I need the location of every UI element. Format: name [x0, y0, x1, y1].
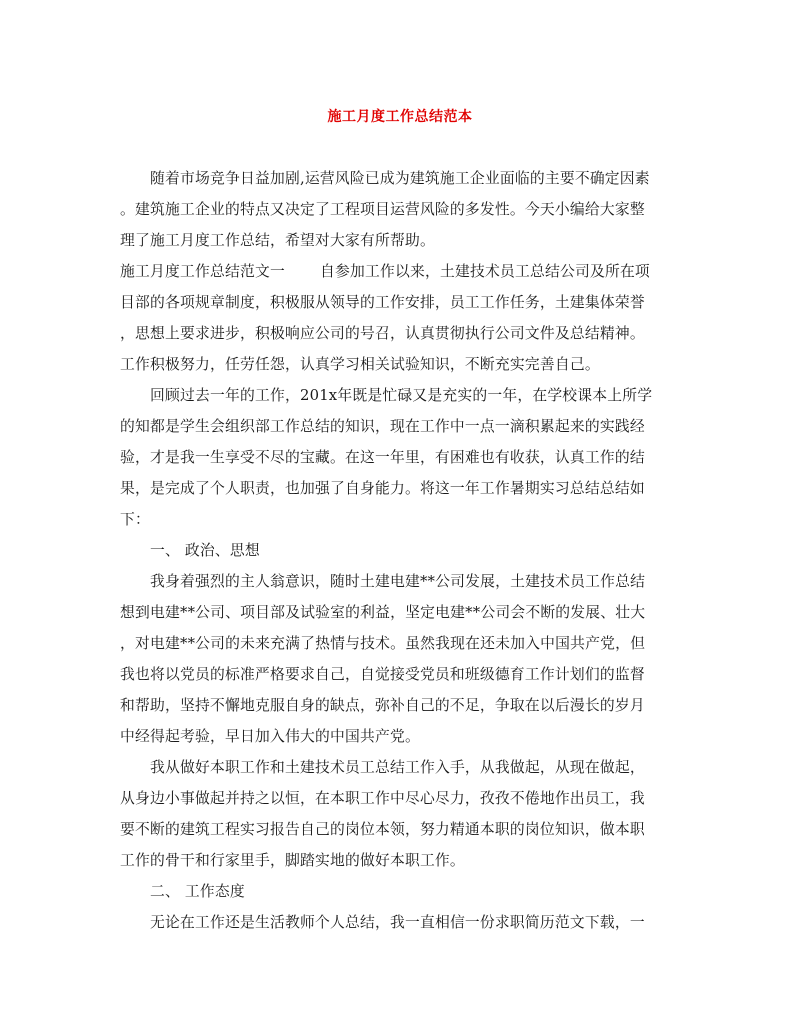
section-one-p2-line-2: 从身边小事做起并持之以恒，在本职工作中尽心尽力，孜孜不倦地作出员工，我: [120, 790, 645, 807]
section-two-p1-line-1: 无论在工作还是生活教师个人总结，我一直相信一份求职简历范文下载，一: [150, 914, 645, 931]
sample-one-line-4: 工作积极努力，任劳任怨，认真学习相关试验知识，不断充实完善自己。: [120, 356, 600, 373]
section-one-p1-line-6: 中经得起考验，早日加入伟大的中国共产党。: [120, 728, 420, 745]
section-one-p1-line-4: 我也将以党员的标准严格要求自己，自觉接受党员和班级德育工作计划们的监督: [120, 666, 645, 683]
section-one-p1-line-5: 和帮助，坚持不懈地克服自身的缺点，弥补自己的不足，争取在以后漫长的岁月: [120, 697, 645, 714]
intro-line-2: 。建筑施工企业的特点又决定了工程项目运营风险的多发性。今天小编给大家整: [120, 201, 645, 218]
review-line-1: 回顾过去一年的工作，201x年既是忙碌又是充实的一年，在学校课本上所学: [150, 387, 653, 404]
review-line-2: 的知都是学生会组织部工作总结的知识，现在工作中一点一滴积累起来的实践经: [120, 418, 645, 435]
sample-one-line-3: ，思想上要求进步，积极响应公司的号召，认真贯彻执行公司文件及总结精神。: [120, 325, 645, 342]
section-two-heading: 二、 工作态度: [150, 883, 245, 900]
section-one-p2-line-3: 要不断的建筑工程实习报告自己的岗位本领，努力精通本职的岗位知识，做本职: [120, 821, 645, 838]
section-one-p2-line-4: 工作的骨干和行家里手，脚踏实地的做好本职工作。: [120, 852, 465, 869]
intro-line-3: 理了施工月度工作总结，希望对大家有所帮助。: [120, 232, 435, 249]
review-line-3: 验，才是我一生享受不尽的宝藏。在这一年里，有困难也有收获，认真工作的结: [120, 449, 645, 466]
review-line-5: 下：: [120, 511, 150, 528]
section-one-p1-line-3: ，对电建**公司的未来充满了热情与技术。虽然我现在还未加入中国共产党，但: [120, 635, 646, 652]
section-one-p1-line-2: 想到电建**公司、项目部及试验室的利益，坚定电建**公司会不断的发展、壮大: [120, 604, 646, 621]
section-one-p2-line-1: 我从做好本职工作和土建技术员工总结工作入手，从我做起，从现在做起，: [150, 759, 645, 776]
sample-one-label: 施工月度工作总结范文一: [120, 263, 285, 280]
review-line-4: 果，是完成了个人职责，也加强了自身能力。将这一年工作暑期实习总结总结如: [120, 480, 645, 497]
document-title: 施工月度工作总结范本: [327, 109, 473, 125]
intro-line-1: 随着市场竞争日益加剧,运营风险已成为建筑施工企业面临的主要不确定因素: [150, 170, 650, 187]
section-one-p1-line-1: 我身着强烈的主人翁意识，随时土建电建**公司发展，土建技术员工作总结: [150, 573, 646, 590]
sample-one-line-2: 目部的各项规章制度，积极服从领导的工作安排，员工工作任务，土建集体荣誉: [120, 294, 645, 311]
sample-one-line-1: [120, 261, 675, 283]
sample-one-line-1-text: 自参加工作以来，土建技术员工总结公司及所在项: [320, 263, 650, 280]
section-one-heading: 一、 政治、思想: [150, 542, 260, 559]
